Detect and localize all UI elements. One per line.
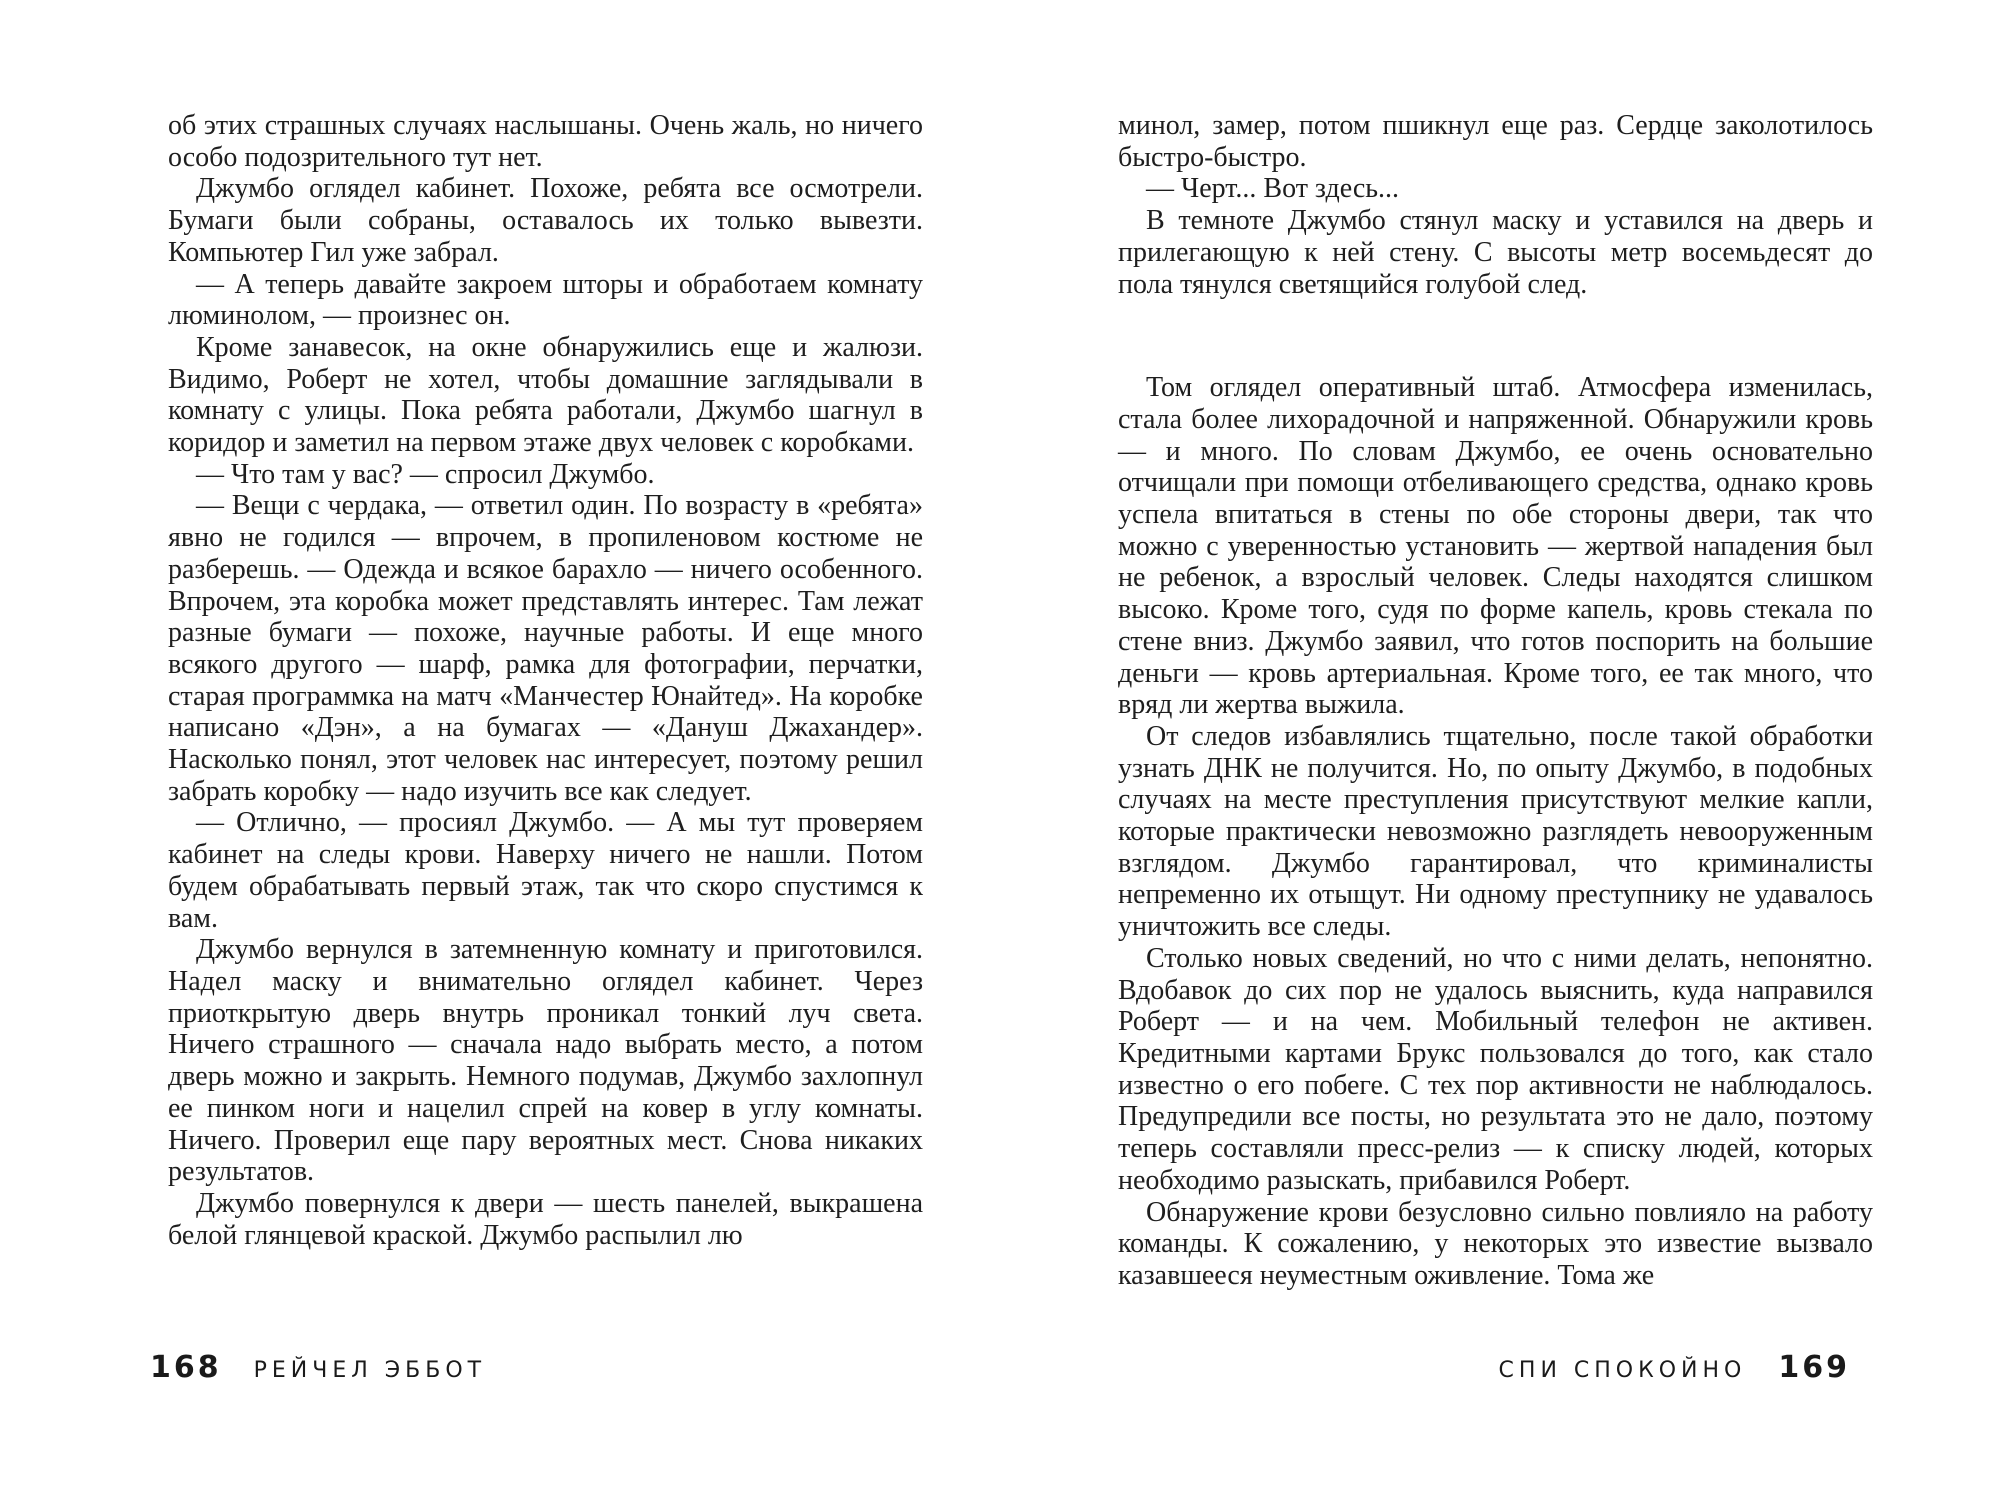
left-running-head: РЕЙЧЕЛ ЭББОТ <box>253 1358 487 1383</box>
left-page-number: 168 <box>150 1350 222 1385</box>
left-paragraph-5: — Что там у вас? — спросил Джумбо. <box>196 458 655 490</box>
right-paragraph-6: Столько новых сведений, но что с ними делать, непонятно. Вдобавок до сих пор не удалось выяснить, куда направился Роберт — и на чем. Мобильный телефон не активен. Кредитными картами Брукс пользовался до того, как стало известно о его побеге. С тех пор активности не наблюдалось. Предупредили все посты, но результата это не дало, поэтому теперь составляли пресс-релиз — к списку людей, которых необходимо разыскать, прибавился Роберт. <box>1118 942 1873 1196</box>
left-paragraph-3: — А теперь давайте закроем шторы и обработаем комнату люминолом, — произнес он. <box>168 268 923 332</box>
right-page-number: 169 <box>1778 1350 1850 1385</box>
right-paragraph-5: От следов избавлялись тщательно, после такой обработки узнать ДНК не получится. Но, по опыту Джумбо, в подобных случаях на месте преступления присутствуют мелкие капли, которые практически невозможно разглядеть невооруженным взглядом. Джумбо гарантировал, что криминалисты непременно их отыщут. Ни одному преступнику не удавалось уничтожить все следы. <box>1118 720 1873 943</box>
right-paragraph-1: минол, замер, потом пшикнул еще раз. Сердце заколотилось быстро-быстро. <box>1118 110 1873 173</box>
section-break <box>1118 300 1873 372</box>
left-paragraph-6: — Вещи с чердака, — ответил один. По возрасту в «ребята» явно не годился — впрочем, в пропиленовом костюме не разберешь. — Одежда и всякое барахло — ничего особенного. Впрочем, эта коробка может представлять интерес. Там лежат разные бумаги — похоже, научные работы. И еще много всякого другого — шарф, рамка для фотографии, перчатки, старая программка на матч «Манчестер Юнайтед». На коробке написано «Дэн», а на бумагах — «Дануш Джахандер». Насколько понял, этот человек нас интересует, поэтому решил забрать коробку — надо изучить все как следует. <box>168 490 923 807</box>
right-page-text-bottom <box>1118 372 1873 1291</box>
left-paragraph-7: — Отлично, — просиял Джумбо. — А мы тут проверяем кабинет на следы крови. Наверху ничего не нашли. Потом будем обрабатывать первый этаж, так что скоро спустимся к вам. <box>168 807 923 934</box>
right-running-head: СПИ СПОКОЙНО <box>1498 1358 1747 1383</box>
left-paragraph-4: Кроме занавесок, на окне обнаружились еще и жалюзи. Видимо, Роберт не хотел, чтобы домашние заглядывали в комнату с улицы. Пока ребята работали, Джумбо шагнул в коридор и заметил на первом этаже двух человек с коробками. <box>168 331 923 459</box>
right-page <box>1118 110 1873 1292</box>
right-footer <box>1499 1350 1850 1390</box>
right-paragraph-7: Обнаружение крови безусловно сильно повлияло на работу команды. К сожалению, у некоторых это известие вызвало казавшееся неуместным оживление. Тома же <box>1118 1196 1873 1291</box>
left-page <box>168 110 923 1251</box>
left-paragraph-9: Джумбо повернулся к двери — шесть панелей, выкрашена белой глянцевой краской. Джумбо распылил лю <box>168 1187 923 1251</box>
left-footer <box>150 1350 486 1390</box>
right-paragraph-2: — Черт... Вот здесь... <box>1146 173 1400 205</box>
left-paragraph-8: Джумбо вернулся в затемненную комнату и приготовился. Надел маску и внимательно оглядел кабинет. Через приоткрытую дверь внутрь проникал тонкий луч света. Ничего страшного — сначала надо выбрать место, а потом дверь можно и закрыть. Немного подумав, Джумбо захлопнул ее пинком ноги и нацелил спрей на ковер в углу комнаты. Ничего. Проверил еще пару вероятных мест. Снова никаких результатов. <box>168 934 923 1188</box>
left-paragraph-2: Джумбо оглядел кабинет. Похоже, ребята все осмотрели. Бумаги были собраны, оставалось их только вывезти. Компьютер Гил уже забрал. <box>168 173 923 268</box>
right-page-text-top <box>1118 110 1873 300</box>
left-page-text <box>168 110 923 1251</box>
left-paragraph-1: об этих страшных случаях наслышаны. Очень жаль, но ничего особо подозрительного тут нет. <box>168 110 923 173</box>
right-paragraph-4: Том оглядел оперативный штаб. Атмосфера изменилась, стала более лихорадочной и напряженной. Обнаружили кровь — и много. По словам Джумбо, ее очень основательно отчищали при помощи отбеливающего средства, однако кровь успела впитаться в стены по обе стороны двери, так что можно с уверенностью установить — жертвой нападения был не ребенок, а взрослый человек. Следы находятся слишком высоко. Кроме того, судя по форме капель, кровь стекала по стене вниз. Джумбо заявил, что готов поспорить на большие деньги — кровь артериальная. Кроме того, ее так много, что вряд ли жертва выжила. <box>1118 372 1873 721</box>
right-paragraph-3: В темноте Джумбо стянул маску и уставился на дверь и прилегающую к ней стену. С высоты метр восемьдесят до пола тянулся светящийся голубой след. <box>1118 205 1873 300</box>
